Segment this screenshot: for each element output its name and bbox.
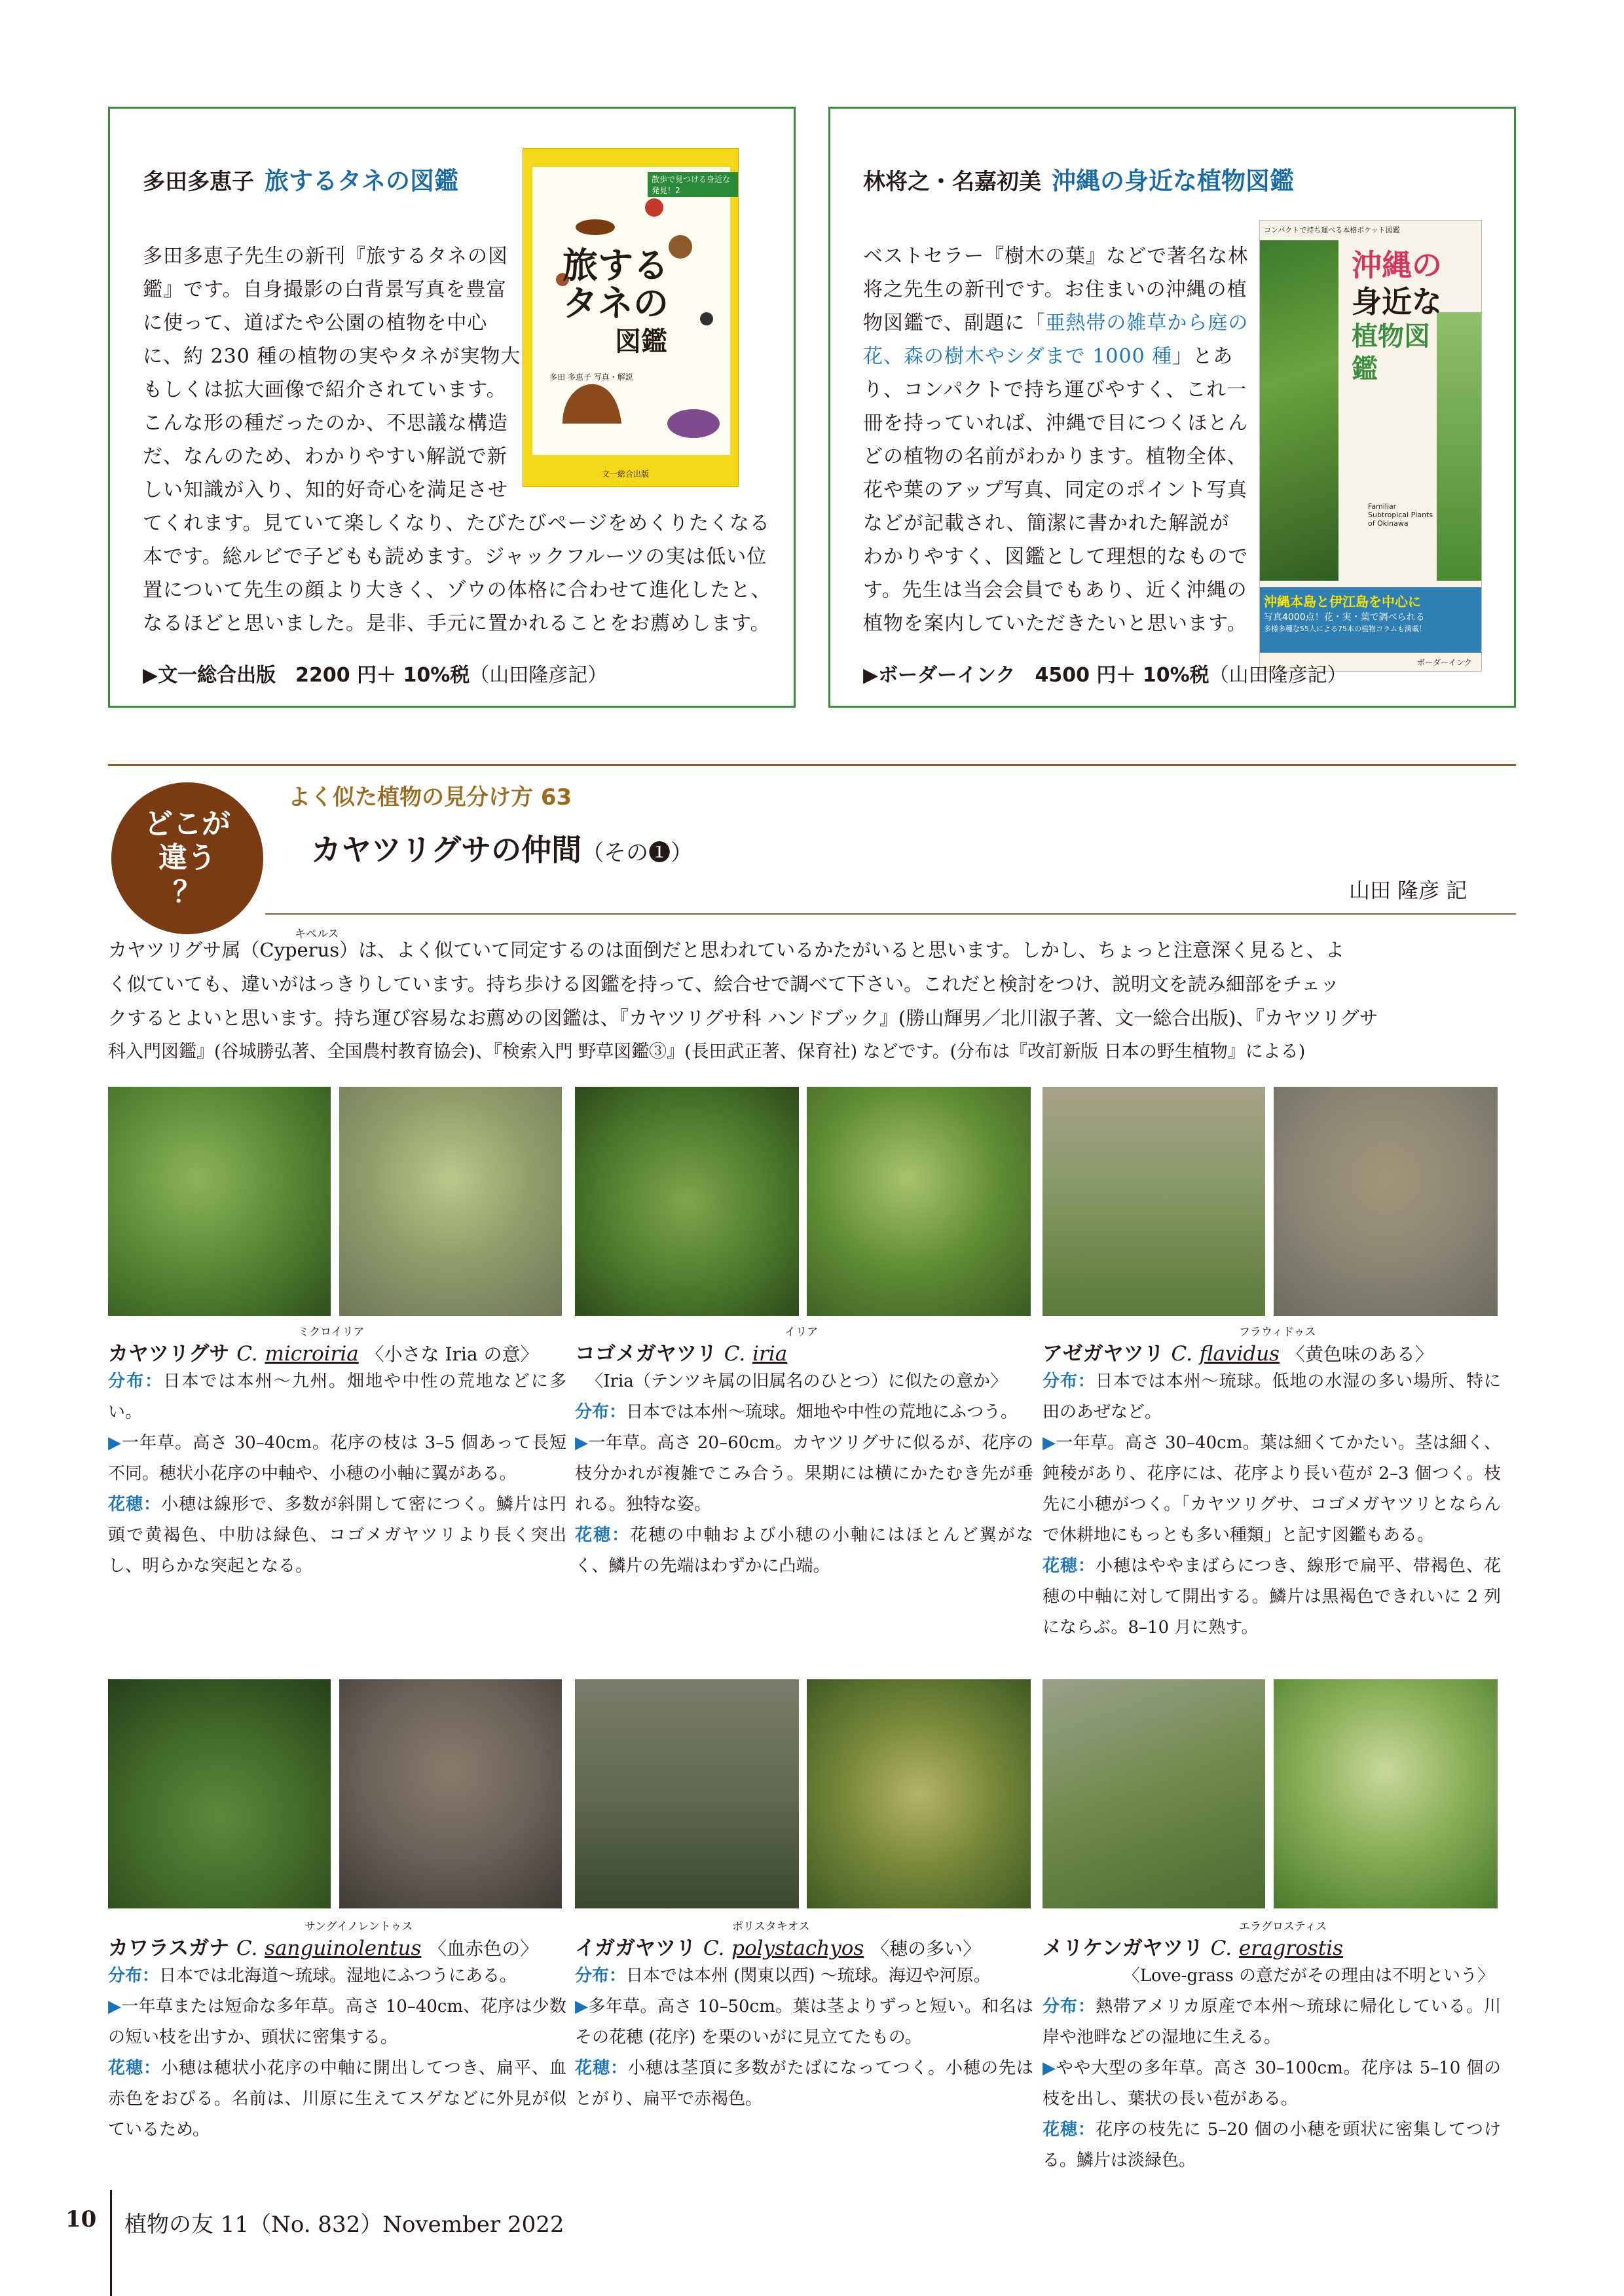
species-meaning: 〈黄色味のある〉 <box>1286 1343 1433 1365</box>
intro-line: 科入門図鑑』(谷城勝弘著、全国農村教育協会)、『検索入門 野草図鑑③』(長田武正著、保育社) などです。(分布は『改訂新版 日本の野生植物』による) <box>108 1042 1306 1062</box>
spike-text: 花穂の中軸および小穂の小軸にはほとんど翼がなく、鱗片の先端はわずかに凸端。 <box>575 1525 1033 1576</box>
footer-divider <box>110 2190 112 2296</box>
article-top-rule <box>108 764 1516 766</box>
spike-label: 花穂： <box>1043 1556 1096 1576</box>
species-name <box>1043 1931 1501 1961</box>
review-signature: （山田隆彦記） <box>1209 664 1347 687</box>
cover-plant-photo-right <box>1437 312 1482 581</box>
triangle-icon: ▶ <box>108 1997 122 2016</box>
species-name <box>575 1337 1033 1366</box>
cover-title-line2: タネの <box>563 283 669 324</box>
article-author-rule <box>265 913 1516 915</box>
cover-title-line2: 身近な <box>1352 284 1442 319</box>
species-jp-name: カヤツリグサ <box>108 1342 230 1366</box>
species-description <box>1043 1366 1501 1643</box>
photo-kayatsurigusa-habit <box>108 1087 331 1316</box>
species-description <box>108 1366 566 1582</box>
distribution-label: 分布： <box>108 1966 160 1986</box>
species-genus: C. <box>1210 1937 1232 1960</box>
book-review-heading <box>863 161 1294 196</box>
species-name <box>108 1337 566 1366</box>
photo-azegayatsuri-spike <box>1274 1087 1498 1316</box>
species-ruby: ポリスタキオス <box>732 1920 810 1933</box>
review-body-a: ベストセラー『樹木の葉』などで著名な林将之先生の新刊です。お住まいの沖縄の植物図鑑で、副題に「 <box>863 245 1249 335</box>
form-text: やや大型の多年草。高さ 30–100cm。花序は 5–10 個の枝を出し、葉状の長い苞がある。 <box>1043 2058 1501 2109</box>
intro-line: く似ていても、違いがはっきりしています。持ち歩ける図鑑を持って、絵合せで調べて下さい。これだと検討をつけ、説明文を読み細部をチェッ <box>108 973 1340 995</box>
species-genus: C. <box>703 1937 725 1960</box>
review-body: 多田多恵子先生の新刊『旅するタネの図鑑』です。自身撮影の白背景写真を豊富に使って、道ばたや公園の植物を中心に、約 230 種の植物の実やタネが実物大もしくは拡大画像で紹介されています。こんな形の種だったのか、不思議な構造だ、なんのため、わかりやすい解説で新しい知識が入り、知的好奇心を満足させてくれます。見ていて楽しくなり、たびたびページをめくりたくなる本です。総ルビで子どもも読めます。ジャックフルーツの実は低い位置について先生の顔より大きく、ゾウの体格に合わせて進化したと、なるほどと思いました。是非、手元に置かれることをお薦めします。 <box>143 245 771 635</box>
article-title-main: カヤツリグサの仲間 <box>311 832 582 867</box>
cover-band-line1: 沖縄本島と伊江島を中心に <box>1264 594 1421 610</box>
species-ruby: イリア <box>784 1326 818 1339</box>
intro-line: クするとよいと思います。持ち運び容易なお薦めの図鑑は、『カヤツリグサ科 ハンドブック』(勝山輝男／北川淑子著、文一総合出版)、『カヤツリグサ <box>108 1007 1378 1029</box>
species-name <box>1043 1337 1501 1366</box>
species-epithet: polystachyos <box>731 1937 864 1960</box>
species-genus: C. <box>724 1342 746 1366</box>
spike-label: 花穂： <box>575 1525 631 1545</box>
spike-label: 花穂： <box>108 2058 162 2078</box>
book-price <box>863 659 1347 687</box>
species-block <box>575 1322 1033 1582</box>
book-author: 林将之・名嘉初美 <box>863 169 1041 195</box>
spike-text: 小穂はややまばらにつき、線形で扁平、帯褐色、花穂の中軸に対して開出する。鱗片は黒褐色できれいに 2 列にならぶ。8–10 月に熟す。 <box>1043 1556 1501 1637</box>
review-subtitle-quote: 亜熱帯の雑草から庭の花、森の樹木やシダまで 1000 種 <box>863 312 1249 368</box>
photo-igagayatsuri-spike <box>807 1679 1031 1908</box>
review-body-b: 」とあり、コンパクトで持ち運びやすく、これ一冊を持っていれば、沖縄で目につくほとんどの植物の名前がわかります。植物全体、花や葉のアップ写真、同定のポイント写真などが記載され、簡潔に書かれた解説がわかりやすく、図鑑として理想的なものです。先生は当会会員でもあり、近く沖縄の植物を案内していただきたいと思います。 <box>863 345 1249 635</box>
spike-label: 花穂： <box>575 2058 628 2078</box>
book-price <box>143 659 607 687</box>
spike-text: 小穂は穂状小花序の中軸に開出してつき、扁平、血赤色をおびる。名前は、川原に生えてスゲなどに外見が似ているため。 <box>108 2058 566 2140</box>
photo-kawarasugana-habit <box>108 1679 331 1908</box>
distribution-label: 分布： <box>1043 1372 1096 1391</box>
cover-series: 散歩で見つける身近な発見！2 <box>648 172 738 197</box>
spike-text: 花序の枝先に 5–20 個の小穂を頭状に密集してつける。鱗片は淡緑色。 <box>1043 2120 1501 2170</box>
species-meaning: 〈Iria（テンツキ属の旧属名のひとつ）に似たの意か〉 <box>586 1372 1007 1391</box>
cover-band-line2: 写真4000点！花・実・葉で調べられる <box>1264 612 1425 623</box>
intro-ruby: キペルス <box>295 928 339 941</box>
intro-line: カヤツリグサ属（Cyperus）は、よく似ていて同定するのは面倒だと思われているかたがいると思います。しかし、ちょっと注意深く見ると、よ <box>108 939 1344 961</box>
species-description <box>575 1366 1033 1582</box>
triangle-icon: ▶ <box>108 1433 122 1453</box>
species-epithet: iria <box>752 1342 788 1366</box>
cover-title-line1: 沖縄の <box>1352 247 1442 283</box>
cover-publisher: ボーダーインク <box>1417 658 1472 667</box>
species-genus: C. <box>236 1937 258 1960</box>
book-title: 沖縄の身近な植物図鑑 <box>1052 167 1294 195</box>
badge-line3: ？ <box>173 875 202 909</box>
distribution-text: 日本では本州〜琉球。畑地や中性の荒地にふつう。 <box>626 1402 1018 1422</box>
spike-label: 花穂： <box>108 1495 162 1514</box>
price-publisher: ▶文一総合出版 2200 円＋ 10%税 <box>143 664 470 687</box>
species-block <box>108 1917 566 2145</box>
species-description <box>108 1961 566 2145</box>
review-signature: （山田隆彦記） <box>470 664 608 687</box>
species-name <box>108 1931 566 1961</box>
distribution-text: 日本では本州〜琉球。低地の水湿の多い場所、特に田のあぜなど。 <box>1043 1372 1501 1422</box>
species-meaning: 〈血赤色の〉 <box>428 1938 539 1959</box>
species-ruby: ミクロイリア <box>298 1326 365 1339</box>
book-author: 多田多恵子 <box>143 169 254 195</box>
cover-plant-photo <box>1260 240 1338 581</box>
species-name <box>575 1931 1033 1961</box>
species-jp-name: コゴメガヤツリ <box>575 1342 717 1366</box>
book-review-heading <box>143 161 458 196</box>
photo-merikengayatsuri-spike <box>1274 1679 1498 1908</box>
cover-publisher: 文一総合出版 <box>602 469 650 479</box>
form-text: 一年草。高さ 30–40cm。葉は細くてかたい。茎は細く、鈍稜があり、花序には、花序より長い苞が 2–3 個つく。枝先に小穂がつく。「カヤツリグサ、コゴメガヤツリとならんで休耕地にもっとも多い種類」と記す図鑑もある。 <box>1043 1433 1501 1545</box>
distribution-label: 分布： <box>575 1402 627 1422</box>
distribution-text: 日本では北海道〜琉球。湿地にふつうにある。 <box>159 1966 517 1986</box>
cover-title <box>1352 247 1443 386</box>
book-review-text <box>143 240 771 646</box>
photo-azegayatsuri-habit <box>1043 1087 1265 1316</box>
cover-band-line3: 多様多種な55人による75本の植物コラムも満載！ <box>1264 625 1426 633</box>
species-description <box>1043 1961 1501 2176</box>
distribution-label: 分布： <box>575 1966 627 1986</box>
price-publisher: ▶ボーダーインク 4500 円＋ 10%税 <box>863 664 1209 687</box>
journal-info: 植物の友 11（No. 832）November 2022 <box>124 2212 564 2238</box>
species-epithet: sanguinolentus <box>265 1937 422 1960</box>
triangle-icon: ▶ <box>575 1997 589 2016</box>
triangle-icon: ▶ <box>1043 1433 1056 1453</box>
species-ruby: エラグロスティス <box>1239 1920 1327 1933</box>
cover-title-line3: 図鑑 <box>615 327 667 357</box>
species-epithet: eragrostis <box>1238 1937 1344 1960</box>
article-series: よく似た植物の見分け方 63 <box>288 784 572 811</box>
cover-wrap-space <box>523 240 771 501</box>
article-title-part: （その❶） <box>581 840 693 866</box>
cover-title-line3: 植物図鑑 <box>1352 321 1430 384</box>
badge-line1: どこが <box>144 807 231 841</box>
photo-merikengayatsuri-habit <box>1043 1679 1265 1908</box>
photo-kogomegayatsuri-spike <box>807 1087 1031 1316</box>
photo-igagayatsuri-habit <box>575 1679 799 1908</box>
triangle-icon: ▶ <box>1043 2058 1056 2078</box>
spike-label: 花穂： <box>1043 2120 1096 2140</box>
species-epithet: microiria <box>265 1342 359 1366</box>
page-number: 10 <box>65 2206 97 2232</box>
cover-band <box>1260 587 1482 653</box>
form-text: 一年草。高さ 30–40cm。花序の枝は 3–5 個あって長短不同。穂状小花序の中軸や、小穂の小軸に翼がある。 <box>108 1433 566 1484</box>
distribution-label: 分布： <box>1043 1997 1096 2016</box>
form-text: 一年草。高さ 20–60cm。カヤツリグサに似るが、花序の枝分かれが複雑でこみ合う。果期には横にかたむき先が垂れる。独特な姿。 <box>575 1433 1033 1514</box>
cover-en: Familiar Subtropical Plants of Okinawa <box>1368 502 1433 528</box>
species-ruby: サングイノレントゥス <box>304 1920 413 1933</box>
book-title: 旅するタネの図鑑 <box>265 167 458 195</box>
species-genus: C. <box>1171 1342 1192 1366</box>
article-title <box>311 826 693 869</box>
cover-title-line1: 旅する <box>563 245 669 286</box>
species-ruby: フラウィドゥス <box>1239 1326 1316 1339</box>
species-genus: C. <box>236 1342 258 1366</box>
species-block <box>1043 1917 1501 2176</box>
spike-text: 小穂は茎頂に多数がたばになってつく。小穂の先はとがり、扁平で赤褐色。 <box>575 2058 1033 2109</box>
species-meaning: 〈小さな Iria の意〉 <box>365 1343 539 1365</box>
article-intro <box>108 933 1522 1069</box>
book-cover-okinawa <box>1259 220 1482 672</box>
badge-line2: 違う <box>158 841 216 875</box>
book-review-hayashi <box>828 107 1516 708</box>
photo-kogomegayatsuri-habit <box>575 1087 799 1316</box>
species-block <box>575 1917 1033 2115</box>
book-review-tada <box>108 107 796 708</box>
species-jp-name: イガガヤツリ <box>575 1937 697 1960</box>
article-badge <box>111 782 263 934</box>
species-meaning: 〈Love-grass の意だがその理由は不明という〉 <box>1122 1966 1494 1986</box>
distribution-label: 分布： <box>108 1372 164 1391</box>
species-jp-name: メリケンガヤツリ <box>1043 1937 1204 1960</box>
form-text: 多年草。高さ 10–50cm。葉は茎よりずっと短い。和名はその花穂 (花序) を栗のいがに見立てたもの。 <box>575 1997 1033 2047</box>
cover-author: 多田 多恵子 写真・解説 <box>549 373 633 382</box>
triangle-icon: ▶ <box>575 1433 589 1453</box>
species-block <box>1043 1322 1501 1643</box>
cover-top: コンパクトで持ち運べる本格ポケット図鑑 <box>1264 226 1400 234</box>
species-epithet: flavidus <box>1199 1342 1280 1366</box>
distribution-text: 熱帯アメリカ原産で本州〜琉球に帰化している。川岸や池畔などの湿地に生える。 <box>1043 1997 1501 2047</box>
book-review-text <box>863 240 1249 652</box>
spike-text: 小穂は線形で、多数が斜開して密につく。鱗片は円頭で黄褐色、中肋は緑色、コゴメガヤツリより長く突出し、明らかな突起となる。 <box>108 1495 566 1576</box>
species-description <box>575 1961 1033 2115</box>
article-author: 山田 隆彦 記 <box>1349 878 1467 903</box>
species-block <box>108 1322 566 1582</box>
distribution-text: 日本では本州〜九州。畑地や中性の荒地などに多い。 <box>108 1372 566 1422</box>
form-text: 一年草または短命な多年草。高さ 10–40cm、花序は少数の短い枝を出すか、頭状に密集する。 <box>108 1997 567 2047</box>
species-meaning: 〈穂の多い〉 <box>871 1938 982 1959</box>
photo-kayatsurigusa-spike <box>339 1087 562 1316</box>
species-jp-name: カワラスガナ <box>108 1937 230 1960</box>
distribution-text: 日本では本州 (関東以西) 〜琉球。海辺や河原。 <box>626 1966 991 1986</box>
photo-kawarasugana-spike <box>339 1679 562 1908</box>
species-jp-name: アゼガヤツリ <box>1043 1342 1164 1366</box>
